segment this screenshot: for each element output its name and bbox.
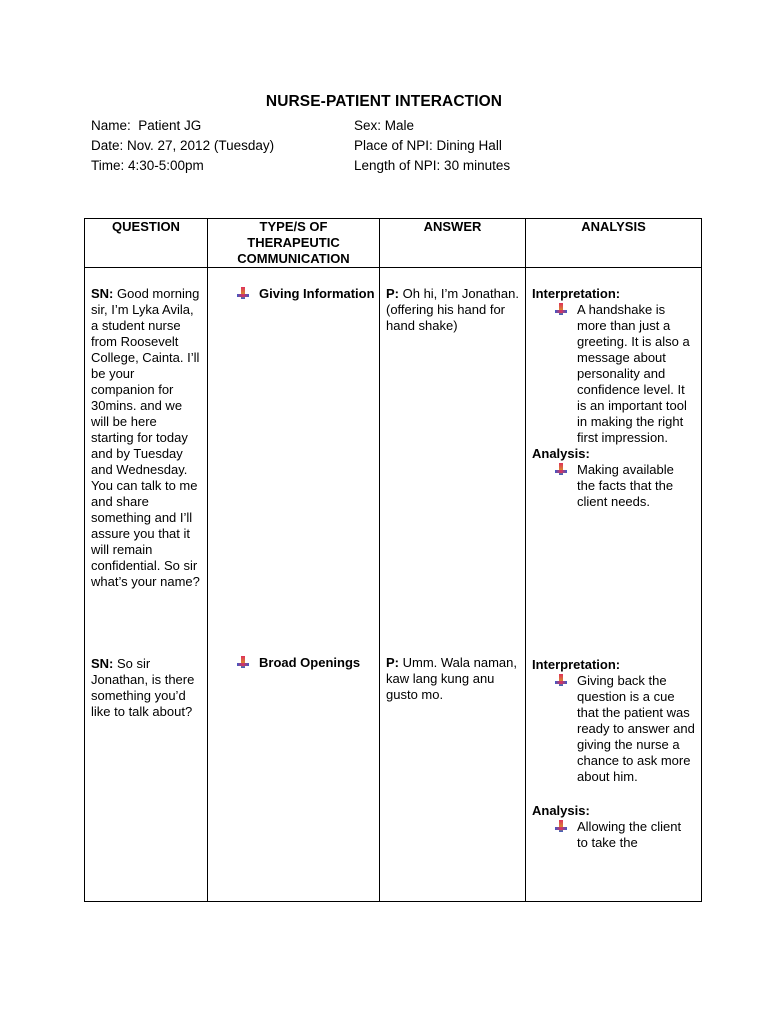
table-header-row — [85, 219, 702, 268]
list-item — [532, 462, 695, 510]
patient-info-right — [354, 116, 510, 176]
npi-table — [84, 218, 702, 902]
question-cell — [85, 268, 208, 902]
answer-cell — [380, 268, 526, 902]
list-item — [532, 673, 695, 785]
header-type: TYPE/S OF THERAPEUTIC COMMUNICATION — [208, 219, 380, 268]
analysis-entry — [532, 657, 695, 851]
header-analysis: ANALYSIS — [526, 219, 702, 268]
analysis-text: Allowing the client to take the — [577, 819, 682, 850]
list-item — [532, 302, 695, 446]
analysis-heading: Analysis: — [532, 446, 590, 461]
interaction-date: Date: Nov. 27, 2012 (Tuesday) — [91, 138, 275, 153]
cross-bullet-icon — [554, 303, 568, 317]
list-item — [208, 268, 379, 639]
interpretation-heading: Interpretation: — [532, 657, 621, 672]
patient-name: Name: Patient JG — [91, 118, 202, 133]
answer-entry — [386, 655, 519, 703]
document-title: NURSE-PATIENT INTERACTION — [265, 93, 503, 110]
cross-bullet-icon — [554, 463, 568, 477]
speaker-label: SN: — [91, 656, 114, 671]
list-item — [208, 639, 379, 671]
analysis-heading: Analysis: — [532, 803, 590, 818]
interpretation-text: A handshake is more than just a greeting. It is also a message about personality and confidence level. It is an important tool in making the right first impression. — [577, 302, 690, 445]
communication-type: Giving Information — [259, 286, 375, 301]
patient-info-left — [91, 116, 274, 176]
header-question: QUESTION — [85, 219, 208, 268]
cross-bullet-icon — [236, 656, 250, 670]
header-answer: ANSWER — [380, 219, 526, 268]
speaker-label: SN: — [91, 286, 114, 301]
interaction-length: Length of NPI: 30 minutes — [354, 158, 511, 173]
question-entry — [91, 286, 201, 656]
cross-bullet-icon — [236, 287, 250, 301]
speaker-label: P: — [386, 286, 399, 301]
analysis-cell — [526, 268, 702, 902]
type-cell — [208, 268, 380, 902]
list-item — [532, 819, 695, 851]
communication-type: Broad Openings — [259, 655, 361, 670]
answer-text: Umm. Wala naman, kaw lang kung anu gusto mo. — [386, 655, 517, 702]
interaction-place: Place of NPI: Dining Hall — [354, 138, 502, 153]
table-body-row — [85, 268, 702, 902]
answer-text: Oh hi, I’m Jonathan. (offering his hand for hand shake) — [386, 286, 519, 333]
analysis-text: Making available the facts that the client needs. — [577, 462, 674, 509]
analysis-entry — [532, 286, 695, 657]
answer-entry — [386, 286, 519, 655]
cross-bullet-icon — [554, 674, 568, 688]
question-text: Good morning sir, I’m Lyka Avila, a student nurse from Roosevelt College, Cainta. I’ll be your companion for 30mins. and we will be here starting for today and by Tuesday and Wednesday. You can talk to me and share something and I’ll assure you that it will remain confidential. So sir what’s your name? — [91, 286, 200, 589]
interpretation-heading: Interpretation: — [532, 286, 621, 301]
speaker-label: P: — [386, 655, 399, 670]
patient-sex: Sex: Male — [354, 118, 415, 133]
question-entry — [91, 656, 201, 720]
cross-bullet-icon — [554, 820, 568, 834]
interaction-time: Time: 4:30-5:00pm — [91, 158, 204, 173]
question-text: So sir Jonathan, is there something you’d like to talk about? — [91, 656, 195, 719]
interpretation-text: Giving back the question is a cue that the patient was ready to answer and giving the nurse a chance to ask more about him. — [577, 673, 695, 784]
